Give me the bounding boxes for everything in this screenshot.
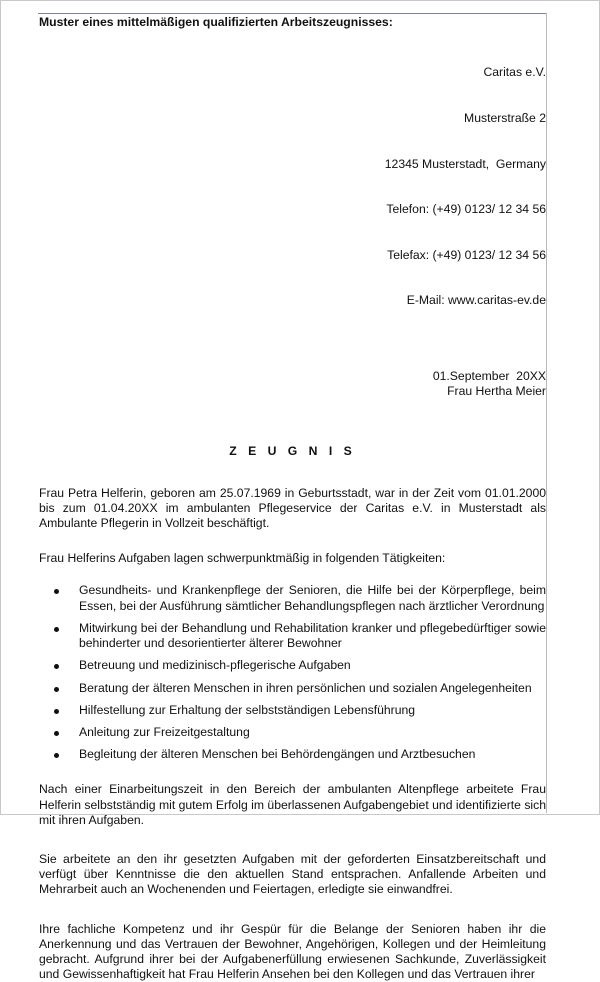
sender-city: 12345 Musterstadt, Germany [384,156,546,171]
paragraph-training: Nach einer Einarbeitungszeit in den Bereich der ambulanten Altenpflege arbeitete Frau Helferin selbstständig mit gutem Erfolg im überlassenen Aufgabengebiet und identifizierte sich mit ihren Aufgaben. [39,782,546,827]
page-right-edge [546,13,547,813]
document-heading: Muster eines mittelmäßigen qualifizierten Arbeitszeugnisses: [39,15,393,29]
task-text: Beratung der älteren Menschen in ihren persönlichen und sozialen Angelegenheiten [79,680,532,695]
list-item [39,658,546,673]
bullet-icon [54,589,59,594]
paragraph-performance: Sie arbeitete an den ihr gesetzten Aufgaben mit der geforderten Einsatzbereitschaft und verfügt über Kenntnisse die den aktuellen Stand entsprachen. Anfallende Arbeiten und Mehrarbeit auch an Wochenenden und Feiertagen, erledigte sie einwandfrei. [39,851,546,897]
bullet-icon [54,627,59,632]
task-list [39,583,546,762]
task-text: Betreuung und medizinisch-pflegerische Aufgaben [79,658,351,673]
list-item [39,583,546,613]
task-text: Mitwirkung bei der Behandlung und Rehabilitation kranker und pflegebedürftiger sowie behinderter und desorientierter älterer Bewohner [79,620,546,651]
document-page [39,14,546,982]
bullet-icon [54,709,59,714]
paragraph-competence: Ihre fachliche Kompetenz und ihr Gespür für die Belange der Senioren haben ihr die Anerkennung und das Vertrauen der Bewohner, Angehörigen, Kollegen und der Heimleitung gebracht. Aufgrund ihrer bei der Aufgabenerfüllung erwiesenen Sachkunde, Zuverlässigkeit und Gewissenhaftigkeit hat Frau Helferin Ansehen bei den Kollegen und das Vertrauen ihrer [39,921,546,982]
sender-street: Musterstraße 2 [464,111,546,126]
list-item [39,703,546,718]
task-text: Hilfestellung zur Erhaltung der selbstständigen Lebensführung [79,702,416,717]
document-date: 01.September 20XX [432,369,546,384]
task-text: Gesundheits- und Krankenpflege der Senioren, die Hilfe bei der Körperpflege, beim Essen, bei der Ausführung sämtlicher Behandlungspflegen nach ärztlicher Verordnung [79,583,546,613]
bullet-icon [54,687,59,692]
bullet-icon [54,753,59,758]
sender-address [39,35,546,339]
document-title: Z E U G N I S [229,444,356,459]
sender-fax: Telefax: (+49) 0123/ 12 34 56 [387,247,546,262]
task-text: Anleitung zur Freizeitgestaltung [79,724,250,739]
recipient-name: Frau Hertha Meier [447,384,546,399]
sender-name: Caritas e.V. [483,65,546,80]
list-item [39,725,546,740]
tasks-intro: Frau Helferins Aufgaben lagen schwerpunktmäßig in folgenden Tätigkeiten: [39,551,446,566]
task-text: Begleitung der älteren Menschen bei Behördengängen und Arztbesuchen [79,747,476,762]
sender-email: E-Mail: www.caritas-ev.de [406,293,546,308]
date-block [39,369,546,399]
list-item [39,681,546,696]
list-item [39,621,546,651]
list-item [39,747,546,762]
intro-paragraph: Frau Petra Helferin, geboren am 25.07.1969 in Geburtsstadt, war in der Zeit vom 01.01.2000 bis zum 01.04.20XX im ambulanten Pflegeservice der Caritas e.V. in Musterstadt als Ambulante Pflegerin in Vollzeit beschäftigt. [39,485,546,531]
bullet-icon [54,664,59,669]
sender-phone: Telefon: (+49) 0123/ 12 34 56 [386,202,546,217]
bullet-icon [54,731,59,736]
